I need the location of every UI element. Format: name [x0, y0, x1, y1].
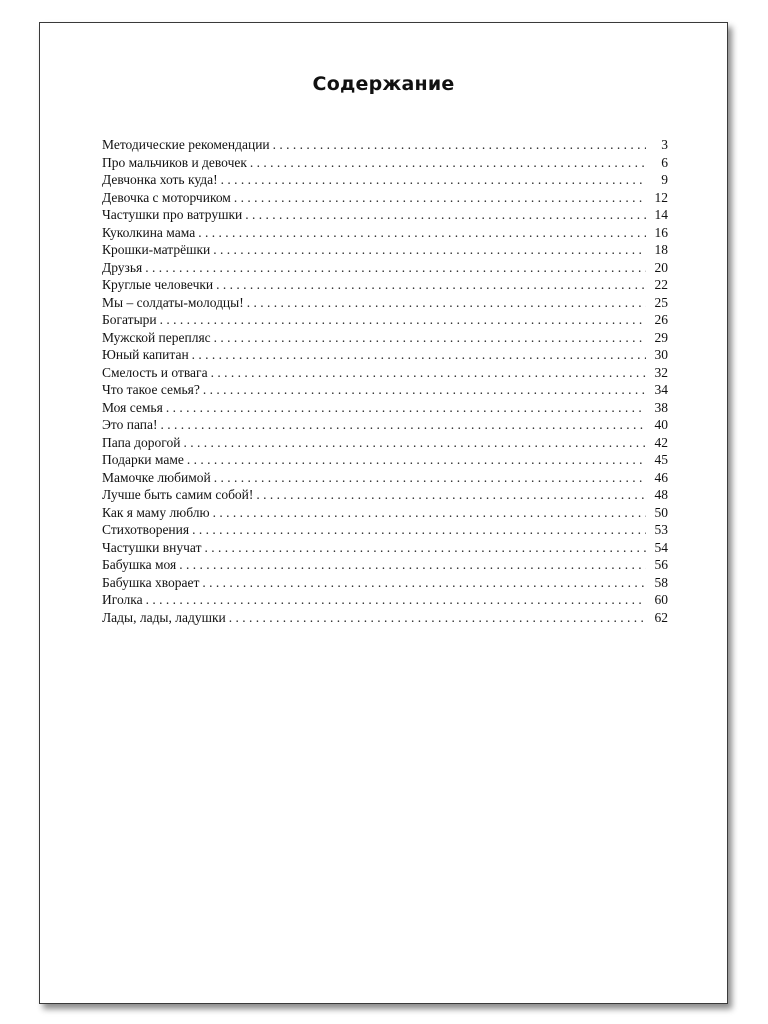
toc-dot-leader — [192, 347, 646, 363]
toc-dot-leader — [161, 417, 646, 433]
toc-entry-label: Девчонка хоть куда! — [102, 172, 218, 187]
toc-dot-leader — [204, 540, 646, 556]
toc-entry — [102, 522, 668, 540]
toc-dot-leader — [213, 242, 646, 258]
toc-dot-leader — [256, 487, 646, 503]
toc-entry-label: Моя семья — [102, 399, 163, 415]
toc-dot-leader — [221, 172, 646, 188]
toc-dot-leader — [214, 470, 646, 486]
toc-entry-page-number: 20 — [654, 259, 668, 275]
toc-entry — [102, 277, 668, 295]
toc-entry-label: Смелость и отвага — [102, 364, 208, 380]
toc-dot-leader — [229, 610, 646, 626]
toc-entry-label: Подарки маме — [102, 452, 184, 467]
toc-dot-leader — [146, 592, 646, 608]
toc-entry-page-number: 53 — [654, 522, 668, 537]
toc-entry-page-number: 60 — [654, 592, 668, 607]
toc-entry-label: Лады, лады, ладушки — [102, 609, 226, 625]
toc-entry — [102, 452, 668, 470]
toc-entry — [102, 487, 668, 505]
table-of-contents — [102, 137, 668, 627]
toc-dot-leader — [187, 452, 646, 468]
toc-dot-leader — [192, 522, 646, 538]
toc-entry-label: Лучше быть самим собой! — [102, 487, 254, 502]
toc-entry-page-number: 12 — [654, 189, 668, 205]
toc-entry-page-number: 14 — [654, 207, 668, 222]
toc-entry-page-number: 30 — [654, 347, 668, 362]
toc-entry-label: Что такое семья? — [102, 382, 200, 397]
toc-entry-page-number: 22 — [654, 277, 668, 292]
toc-dot-leader — [245, 207, 646, 223]
toc-dot-leader — [198, 225, 646, 241]
toc-entry — [102, 417, 668, 435]
toc-entry-label: Папа дорогой — [102, 434, 181, 450]
toc-dot-leader — [247, 295, 646, 311]
toc-dot-leader — [216, 277, 646, 293]
toc-entry — [102, 260, 668, 278]
toc-entry — [102, 242, 668, 260]
toc-entry-label: Куколкина мама — [102, 224, 196, 240]
toc-entry-page-number: 9 — [661, 172, 668, 187]
toc-entry-label: Как я маму люблю — [102, 504, 210, 520]
toc-entry — [102, 575, 668, 593]
toc-dot-leader — [273, 137, 646, 153]
toc-entry-page-number: 45 — [654, 452, 668, 467]
toc-entry — [102, 400, 668, 418]
toc-entry-page-number: 46 — [654, 469, 668, 485]
toc-entry — [102, 137, 668, 155]
toc-dot-leader — [214, 330, 646, 346]
toc-entry-page-number: 26 — [654, 312, 668, 327]
toc-entry — [102, 225, 668, 243]
toc-entry-page-number: 40 — [654, 417, 668, 432]
toc-entry-label: Юный капитан — [102, 347, 189, 362]
toc-entry-label: Мужской перепляс — [102, 329, 211, 345]
toc-entry — [102, 155, 668, 173]
toc-entry-label: Частушки про ватрушки — [102, 207, 243, 222]
toc-dot-leader — [183, 435, 646, 451]
toc-entry-page-number: 58 — [654, 574, 668, 590]
toc-entry-label: Бабушка моя — [102, 557, 177, 572]
toc-entry-label: Это папа! — [102, 417, 158, 432]
toc-entry — [102, 295, 668, 313]
toc-dot-leader — [234, 190, 646, 206]
toc-entry — [102, 557, 668, 575]
toc-entry-label: Про мальчиков и девочек — [102, 154, 247, 170]
toc-entry-page-number: 38 — [654, 399, 668, 415]
toc-entry — [102, 172, 668, 190]
toc-dot-leader — [213, 505, 646, 521]
toc-entry — [102, 540, 668, 558]
toc-entry-page-number: 54 — [654, 539, 668, 555]
toc-entry — [102, 365, 668, 383]
toc-entry-page-number: 50 — [654, 504, 668, 520]
toc-entry — [102, 312, 668, 330]
toc-entry-label: Мамочке любимой — [102, 469, 211, 485]
toc-entry-label: Методические рекомендации — [102, 137, 270, 152]
toc-entry-label: Бабушка хворает — [102, 574, 200, 590]
toc-entry-page-number: 29 — [654, 329, 668, 345]
toc-entry-page-number: 18 — [654, 242, 668, 257]
toc-entry-label: Крошки-матрёшки — [102, 242, 211, 257]
toc-entry-page-number: 34 — [654, 382, 668, 397]
toc-entry — [102, 435, 668, 453]
toc-entry-page-number: 56 — [654, 557, 668, 572]
toc-entry-page-number: 16 — [654, 224, 668, 240]
toc-entry-page-number: 6 — [661, 154, 668, 170]
toc-entry — [102, 505, 668, 523]
toc-entry-page-number: 48 — [654, 487, 668, 502]
toc-entry-page-number: 62 — [654, 609, 668, 625]
toc-entry-label: Круглые человечки — [102, 277, 214, 292]
page-title: Содержание — [312, 73, 455, 95]
toc-entry-label: Девочка с моторчиком — [102, 189, 231, 205]
toc-dot-leader — [166, 400, 646, 416]
toc-entry — [102, 190, 668, 208]
toc-entry-page-number: 3 — [661, 137, 668, 152]
document-page — [39, 22, 728, 1004]
toc-entry — [102, 347, 668, 365]
toc-entry-label: Стихотворения — [102, 522, 190, 537]
toc-entry-label: Частушки внучат — [102, 539, 202, 555]
toc-entry-label: Мы – солдаты-молодцы! — [102, 294, 244, 310]
toc-entry — [102, 610, 668, 628]
toc-entry-page-number: 42 — [654, 434, 668, 450]
toc-entry — [102, 592, 668, 610]
toc-dot-leader — [202, 575, 646, 591]
toc-entry-label: Друзья — [102, 259, 143, 275]
toc-dot-leader — [145, 260, 646, 276]
toc-dot-leader — [203, 382, 646, 398]
toc-dot-leader — [179, 557, 646, 573]
toc-dot-leader — [211, 365, 646, 381]
toc-dot-leader — [160, 312, 646, 328]
toc-entry — [102, 207, 668, 225]
toc-entry-page-number: 25 — [654, 294, 668, 310]
toc-entry — [102, 470, 668, 488]
toc-entry — [102, 330, 668, 348]
toc-entry-label: Богатыри — [102, 312, 157, 327]
toc-entry-label: Иголка — [102, 592, 143, 607]
toc-entry — [102, 382, 668, 400]
toc-entry-page-number: 32 — [654, 364, 668, 380]
toc-dot-leader — [250, 155, 646, 171]
